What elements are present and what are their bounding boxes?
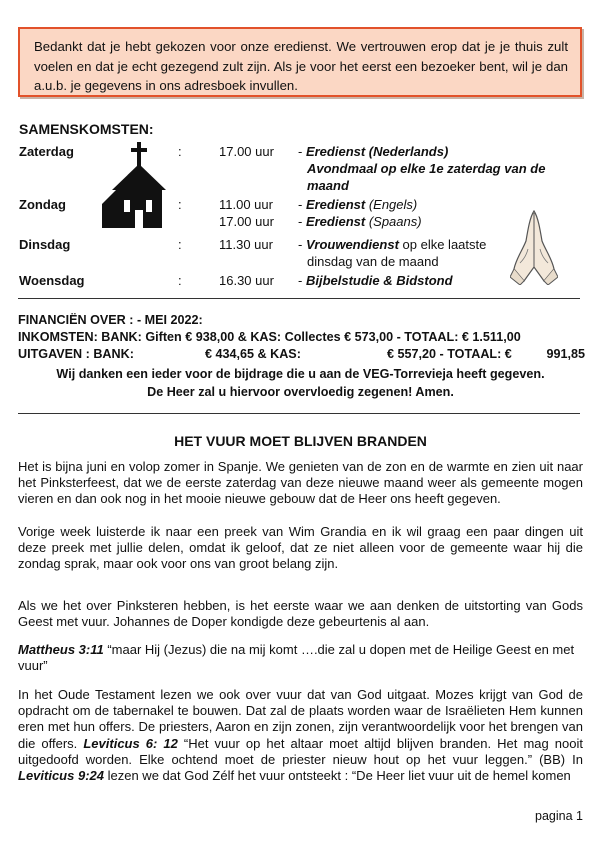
schedule-title: SAMENSKOMSTEN: [19, 121, 154, 137]
article-paragraph: In het Oude Testament lezen we ook over vuur dat van God uitgaat. Mozes krijgt van God de opdracht om de tabernakel te bouwen. Dat zal de plaats worden waar de Israëlieten Hem kunnen eren met hun offers. De priesters, Aaron en zijn zonen, zijn verantwoordelijk voor het brengen van die offers. Leviticus 6: 12 “Het vuur op het altaar moet altijd blijven branden. Het mag nooit uitgedoofd worden. Elke ochtend moet de priester nieuw hout op het vuur leggen.” (BB) In Leviticus 9:24 lezen we dat God Zélf het vuur ontsteekt : “De Heer liet vuur uit de hemel komen [18, 687, 583, 784]
finance-title: FINANCIËN OVER : - MEI 2022: [18, 313, 203, 327]
service-time: 16.30 uur [219, 273, 274, 288]
service-note: Avondmaal op elke 1e zaterdag van de [307, 161, 546, 176]
service-time: 17.00 uur [219, 144, 274, 159]
finance-income: INKOMSTEN: BANK: Giften € 938,00 & KAS: Collectes € 573,00 - TOTAAL: € 1.511,00 [18, 330, 521, 344]
finance-expense: UITGAVEN : BANK: € 434,65 & KAS: € 557,20 - TOTAAL: € 991,85 [18, 347, 585, 361]
day-label: Dinsdag [19, 237, 71, 252]
day-label: Woensdag [19, 273, 85, 288]
day-label: Zondag [19, 197, 66, 212]
welcome-box: Bedankt dat je hebt gekozen voor onze eredienst. We vertrouwen erop dat je je thuis zult voelen en dat je echt gezegend zult zijn. Als je voor het eerst een bezoeker bent, wil je dan a.u.b. je gegevens in ons adresboek invullen. [18, 27, 582, 97]
service-desc: - Bijbelstudie & Bidstond [298, 273, 453, 288]
article-paragraph: Vorige week luisterde ik naar een preek van Wim Grandia en ik wil graag een paar dingen uit deze preek met jullie delen, omdat ik geloof, dat ze niet alleen voor de gemeente waar hij die zondag sprak, maar ook voor ons van groot belang zijn. [18, 524, 583, 572]
divider [18, 413, 580, 414]
service-desc: - Eredienst (Spaans) [298, 214, 422, 229]
colon: : [178, 273, 182, 288]
finance-blessing: De Heer zal u hiervoor overvloedig zegenen! Amen. [147, 385, 454, 399]
colon: : [178, 197, 182, 212]
article-paragraph: Het is bijna juni en volop zomer in Spanje. We genieten van de zon en de warmte en zien uit naar het Pinksterfeest, dat we de eerste zaterdag van deze nieuwe maand weer als gemeente mogen vieren en dan ook nog in het mooie nieuwe gebouw dat de Heer ons heeft gegeven. [18, 459, 583, 507]
colon: : [178, 237, 182, 252]
finance-thanks: Wij danken een ieder voor de bijdrage die u aan de VEG-Torrevieja heeft gegeven. [56, 367, 545, 381]
service-time: 17.00 uur [219, 214, 274, 229]
service-time: 11.00 uur [219, 197, 273, 212]
article-quote: Mattheus 3:11 “maar Hij (Jezus) die na mij komt ….die zal u dopen met de Heilige Geest en met vuur” [18, 642, 575, 674]
page-number: pagina 1 [535, 809, 583, 823]
article-paragraph: Als we het over Pinksteren hebben, is het eerste waar we aan denken de uitstorting van Gods Geest met vuur. Johannes de Doper kondigde deze gebeurtenis al aan. [18, 598, 583, 630]
service-desc: - Eredienst (Nederlands) [298, 144, 449, 159]
service-note: dinsdag van de maand [307, 254, 439, 269]
service-time: 11.30 uur [219, 237, 273, 252]
service-desc: - Vrouwendienst op elke laatste [298, 237, 487, 252]
service-note: maand [307, 178, 349, 193]
day-label: Zaterdag [19, 144, 74, 159]
praying-hands-icon [510, 207, 558, 285]
colon: : [178, 144, 182, 159]
service-desc: - Eredienst (Engels) [298, 197, 418, 212]
article-heading: HET VUUR MOET BLIJVEN BRANDEN [174, 433, 427, 449]
divider [18, 298, 580, 299]
